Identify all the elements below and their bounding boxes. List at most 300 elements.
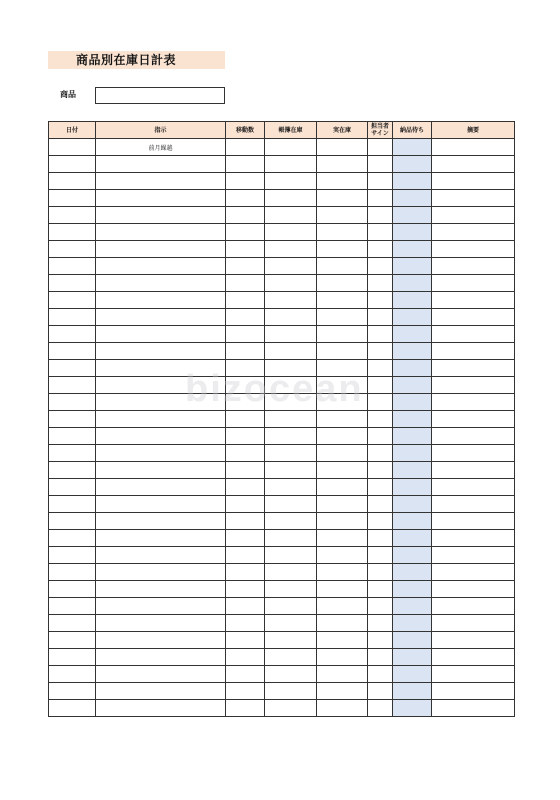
cell-remarks[interactable] bbox=[432, 326, 515, 343]
cell-book-stock[interactable] bbox=[265, 530, 317, 547]
cell-confirmer-sign[interactable] bbox=[368, 309, 393, 326]
cell-remarks[interactable] bbox=[432, 649, 515, 666]
cell-remarks[interactable] bbox=[432, 360, 515, 377]
cell-date[interactable] bbox=[49, 173, 96, 190]
cell-actual-stock[interactable] bbox=[317, 479, 368, 496]
cell-confirmer-sign[interactable] bbox=[368, 326, 393, 343]
cell-date[interactable] bbox=[49, 428, 96, 445]
cell-remarks[interactable] bbox=[432, 445, 515, 462]
cell-instruction[interactable] bbox=[96, 683, 226, 700]
cell-awaiting-delivery[interactable] bbox=[393, 173, 432, 190]
cell-instruction[interactable] bbox=[96, 445, 226, 462]
cell-confirmer-sign[interactable] bbox=[368, 462, 393, 479]
cell-transfer-qty[interactable] bbox=[226, 275, 265, 292]
cell-awaiting-delivery[interactable] bbox=[393, 156, 432, 173]
cell-confirmer-sign[interactable] bbox=[368, 360, 393, 377]
cell-instruction[interactable] bbox=[96, 649, 226, 666]
cell-transfer-qty[interactable] bbox=[226, 377, 265, 394]
cell-book-stock[interactable] bbox=[265, 564, 317, 581]
cell-awaiting-delivery[interactable] bbox=[393, 649, 432, 666]
cell-instruction[interactable] bbox=[96, 173, 226, 190]
cell-awaiting-delivery[interactable] bbox=[393, 666, 432, 683]
cell-date[interactable] bbox=[49, 292, 96, 309]
cell-remarks[interactable] bbox=[432, 411, 515, 428]
cell-actual-stock[interactable] bbox=[317, 292, 368, 309]
cell-book-stock[interactable] bbox=[265, 241, 317, 258]
cell-transfer-qty[interactable] bbox=[226, 207, 265, 224]
cell-transfer-qty[interactable] bbox=[226, 479, 265, 496]
table-row bbox=[49, 428, 515, 445]
cell-instruction[interactable] bbox=[96, 428, 226, 445]
cell-awaiting-delivery[interactable] bbox=[393, 479, 432, 496]
cell-awaiting-delivery[interactable] bbox=[393, 564, 432, 581]
cell-transfer-qty[interactable] bbox=[226, 428, 265, 445]
cell-date[interactable] bbox=[49, 462, 96, 479]
cell-confirmer-sign[interactable] bbox=[368, 377, 393, 394]
cell-book-stock[interactable] bbox=[265, 207, 317, 224]
cell-awaiting-delivery[interactable] bbox=[393, 224, 432, 241]
cell-date[interactable] bbox=[49, 547, 96, 564]
header-book-stock: 帳簿在庫 bbox=[265, 122, 317, 139]
cell-confirmer-sign[interactable] bbox=[368, 581, 393, 598]
cell-remarks[interactable] bbox=[432, 241, 515, 258]
cell-date[interactable] bbox=[49, 564, 96, 581]
table-row bbox=[49, 547, 515, 564]
cell-confirmer-sign[interactable] bbox=[368, 530, 393, 547]
cell-date[interactable] bbox=[49, 275, 96, 292]
cell-confirmer-sign[interactable] bbox=[368, 292, 393, 309]
cell-date[interactable] bbox=[49, 513, 96, 530]
cell-instruction[interactable] bbox=[96, 258, 226, 275]
cell-instruction[interactable] bbox=[96, 632, 226, 649]
cell-book-stock[interactable] bbox=[265, 411, 317, 428]
cell-confirmer-sign[interactable] bbox=[368, 207, 393, 224]
cell-date[interactable] bbox=[49, 496, 96, 513]
cell-book-stock[interactable] bbox=[265, 513, 317, 530]
cell-instruction[interactable] bbox=[96, 700, 226, 717]
cell-transfer-qty[interactable] bbox=[226, 326, 265, 343]
cell-confirmer-sign[interactable] bbox=[368, 241, 393, 258]
cell-book-stock[interactable] bbox=[265, 445, 317, 462]
cell-actual-stock[interactable] bbox=[317, 564, 368, 581]
cell-actual-stock[interactable] bbox=[317, 581, 368, 598]
stock-ledger-table bbox=[48, 121, 515, 717]
cell-remarks[interactable] bbox=[432, 632, 515, 649]
cell-transfer-qty[interactable] bbox=[226, 462, 265, 479]
cell-book-stock[interactable] bbox=[265, 598, 317, 615]
cell-actual-stock[interactable] bbox=[317, 615, 368, 632]
cell-transfer-qty[interactable] bbox=[226, 411, 265, 428]
cell-actual-stock[interactable] bbox=[317, 156, 368, 173]
cell-instruction[interactable] bbox=[96, 343, 226, 360]
cell-date[interactable] bbox=[49, 632, 96, 649]
cell-instruction[interactable] bbox=[96, 411, 226, 428]
cell-confirmer-sign[interactable] bbox=[368, 445, 393, 462]
cell-book-stock[interactable] bbox=[265, 377, 317, 394]
cell-date[interactable] bbox=[49, 479, 96, 496]
cell-awaiting-delivery[interactable] bbox=[393, 190, 432, 207]
cell-date[interactable] bbox=[49, 156, 96, 173]
cell-book-stock[interactable] bbox=[265, 581, 317, 598]
cell-remarks[interactable] bbox=[432, 683, 515, 700]
cell-remarks[interactable] bbox=[432, 343, 515, 360]
cell-actual-stock[interactable] bbox=[317, 445, 368, 462]
cell-remarks[interactable] bbox=[432, 428, 515, 445]
table-row bbox=[49, 649, 515, 666]
cell-confirmer-sign[interactable] bbox=[368, 683, 393, 700]
cell-instruction[interactable] bbox=[96, 615, 226, 632]
cell-actual-stock[interactable] bbox=[317, 258, 368, 275]
cell-confirmer-sign[interactable] bbox=[368, 258, 393, 275]
cell-date[interactable] bbox=[49, 666, 96, 683]
cell-instruction[interactable] bbox=[96, 530, 226, 547]
product-input[interactable] bbox=[95, 87, 225, 104]
cell-date[interactable] bbox=[49, 309, 96, 326]
cell-actual-stock[interactable] bbox=[317, 700, 368, 717]
cell-confirmer-sign[interactable] bbox=[368, 666, 393, 683]
watermark-logo: bizocean bbox=[185, 368, 364, 410]
table-row bbox=[49, 207, 515, 224]
cell-instruction[interactable] bbox=[96, 309, 226, 326]
cell-awaiting-delivery[interactable] bbox=[393, 309, 432, 326]
cell-transfer-qty[interactable] bbox=[226, 564, 265, 581]
cell-instruction[interactable] bbox=[96, 496, 226, 513]
table-row bbox=[49, 564, 515, 581]
cell-awaiting-delivery[interactable] bbox=[393, 258, 432, 275]
cell-awaiting-delivery[interactable] bbox=[393, 377, 432, 394]
cell-book-stock[interactable] bbox=[265, 700, 317, 717]
cell-transfer-qty[interactable] bbox=[226, 530, 265, 547]
cell-transfer-qty[interactable] bbox=[226, 309, 265, 326]
cell-confirmer-sign[interactable] bbox=[368, 411, 393, 428]
cell-confirmer-sign[interactable] bbox=[368, 598, 393, 615]
cell-remarks[interactable] bbox=[432, 309, 515, 326]
cell-date[interactable] bbox=[49, 258, 96, 275]
cell-book-stock[interactable] bbox=[265, 479, 317, 496]
cell-date[interactable] bbox=[49, 530, 96, 547]
cell-confirmer-sign[interactable] bbox=[368, 615, 393, 632]
cell-date[interactable] bbox=[49, 207, 96, 224]
cell-awaiting-delivery[interactable] bbox=[393, 700, 432, 717]
cell-confirmer-sign[interactable] bbox=[368, 190, 393, 207]
cell-actual-stock[interactable] bbox=[317, 224, 368, 241]
cell-instruction[interactable] bbox=[96, 360, 226, 377]
header-confirmer-sign-top: 担当者 bbox=[370, 123, 389, 130]
cell-instruction[interactable]: 前月繰越 bbox=[96, 139, 226, 156]
cell-date[interactable] bbox=[49, 615, 96, 632]
cell-transfer-qty[interactable] bbox=[226, 445, 265, 462]
cell-remarks[interactable] bbox=[432, 258, 515, 275]
cell-awaiting-delivery[interactable] bbox=[393, 598, 432, 615]
table-row bbox=[49, 683, 515, 700]
cell-actual-stock[interactable] bbox=[317, 598, 368, 615]
cell-awaiting-delivery[interactable] bbox=[393, 615, 432, 632]
table-body bbox=[49, 139, 515, 717]
cell-transfer-qty[interactable] bbox=[226, 343, 265, 360]
cell-transfer-qty[interactable] bbox=[226, 666, 265, 683]
table-row-carryover bbox=[49, 139, 515, 156]
cell-date[interactable] bbox=[49, 139, 96, 156]
cell-book-stock[interactable] bbox=[265, 275, 317, 292]
cell-actual-stock[interactable] bbox=[317, 462, 368, 479]
cell-actual-stock[interactable] bbox=[317, 173, 368, 190]
cell-awaiting-delivery[interactable] bbox=[393, 394, 432, 411]
cell-transfer-qty[interactable] bbox=[226, 224, 265, 241]
cell-confirmer-sign[interactable] bbox=[368, 513, 393, 530]
cell-date[interactable] bbox=[49, 700, 96, 717]
cell-instruction[interactable] bbox=[96, 581, 226, 598]
cell-date[interactable] bbox=[49, 360, 96, 377]
cell-instruction[interactable] bbox=[96, 666, 226, 683]
cell-confirmer-sign[interactable] bbox=[368, 343, 393, 360]
cell-book-stock[interactable] bbox=[265, 326, 317, 343]
cell-actual-stock[interactable] bbox=[317, 394, 368, 411]
cell-book-stock[interactable] bbox=[265, 394, 317, 411]
cell-remarks[interactable] bbox=[432, 666, 515, 683]
cell-confirmer-sign[interactable] bbox=[368, 547, 393, 564]
cell-actual-stock[interactable] bbox=[317, 649, 368, 666]
cell-date[interactable] bbox=[49, 649, 96, 666]
cell-actual-stock[interactable] bbox=[317, 190, 368, 207]
cell-date[interactable] bbox=[49, 241, 96, 258]
cell-actual-stock[interactable] bbox=[317, 343, 368, 360]
cell-confirmer-sign[interactable] bbox=[368, 139, 393, 156]
cell-transfer-qty[interactable] bbox=[226, 258, 265, 275]
header-instruction: 指示 bbox=[96, 122, 226, 139]
cell-transfer-qty[interactable] bbox=[226, 615, 265, 632]
cell-remarks[interactable] bbox=[432, 377, 515, 394]
cell-actual-stock[interactable] bbox=[317, 411, 368, 428]
cell-remarks[interactable] bbox=[432, 598, 515, 615]
cell-transfer-qty[interactable] bbox=[226, 632, 265, 649]
cell-awaiting-delivery[interactable] bbox=[393, 632, 432, 649]
cell-instruction[interactable] bbox=[96, 275, 226, 292]
cell-date[interactable] bbox=[49, 224, 96, 241]
cell-remarks[interactable] bbox=[432, 615, 515, 632]
cell-remarks[interactable] bbox=[432, 394, 515, 411]
cell-awaiting-delivery[interactable] bbox=[393, 207, 432, 224]
header-remarks: 摘要 bbox=[432, 122, 515, 139]
cell-remarks[interactable] bbox=[432, 496, 515, 513]
table-row bbox=[49, 496, 515, 513]
cell-awaiting-delivery[interactable] bbox=[393, 360, 432, 377]
cell-remarks[interactable] bbox=[432, 139, 515, 156]
cell-date[interactable] bbox=[49, 343, 96, 360]
cell-book-stock[interactable] bbox=[265, 139, 317, 156]
cell-remarks[interactable] bbox=[432, 479, 515, 496]
cell-confirmer-sign[interactable] bbox=[368, 428, 393, 445]
table-row bbox=[49, 309, 515, 326]
cell-transfer-qty[interactable] bbox=[226, 190, 265, 207]
cell-awaiting-delivery[interactable] bbox=[393, 496, 432, 513]
cell-transfer-qty[interactable] bbox=[226, 683, 265, 700]
cell-awaiting-delivery[interactable] bbox=[393, 411, 432, 428]
cell-book-stock[interactable] bbox=[265, 666, 317, 683]
cell-book-stock[interactable] bbox=[265, 258, 317, 275]
cell-remarks[interactable] bbox=[432, 292, 515, 309]
cell-actual-stock[interactable] bbox=[317, 241, 368, 258]
cell-actual-stock[interactable] bbox=[317, 309, 368, 326]
cell-confirmer-sign[interactable] bbox=[368, 173, 393, 190]
table-row bbox=[49, 615, 515, 632]
cell-awaiting-delivery[interactable] bbox=[393, 581, 432, 598]
cell-confirmer-sign[interactable] bbox=[368, 632, 393, 649]
cell-book-stock[interactable] bbox=[265, 615, 317, 632]
cell-book-stock[interactable] bbox=[265, 462, 317, 479]
header-transfer-qty: 移動数 bbox=[226, 122, 265, 139]
cell-remarks[interactable] bbox=[432, 530, 515, 547]
cell-transfer-qty[interactable] bbox=[226, 292, 265, 309]
cell-instruction[interactable] bbox=[96, 598, 226, 615]
cell-awaiting-delivery[interactable] bbox=[393, 462, 432, 479]
cell-transfer-qty[interactable] bbox=[226, 394, 265, 411]
cell-transfer-qty[interactable] bbox=[226, 173, 265, 190]
cell-book-stock[interactable] bbox=[265, 343, 317, 360]
table-row bbox=[49, 292, 515, 309]
cell-remarks[interactable] bbox=[432, 156, 515, 173]
cell-date[interactable] bbox=[49, 394, 96, 411]
cell-book-stock[interactable] bbox=[265, 428, 317, 445]
cell-transfer-qty[interactable] bbox=[226, 649, 265, 666]
cell-awaiting-delivery[interactable] bbox=[393, 326, 432, 343]
cell-actual-stock[interactable] bbox=[317, 683, 368, 700]
cell-transfer-qty[interactable] bbox=[226, 513, 265, 530]
cell-book-stock[interactable] bbox=[265, 173, 317, 190]
cell-date[interactable] bbox=[49, 411, 96, 428]
cell-actual-stock[interactable] bbox=[317, 547, 368, 564]
cell-transfer-qty[interactable] bbox=[226, 547, 265, 564]
cell-actual-stock[interactable] bbox=[317, 275, 368, 292]
cell-awaiting-delivery[interactable] bbox=[393, 530, 432, 547]
cell-transfer-qty[interactable] bbox=[226, 360, 265, 377]
cell-actual-stock[interactable] bbox=[317, 666, 368, 683]
cell-date[interactable] bbox=[49, 581, 96, 598]
cell-book-stock[interactable] bbox=[265, 190, 317, 207]
cell-awaiting-delivery[interactable] bbox=[393, 683, 432, 700]
product-label: 商品 bbox=[60, 90, 76, 99]
cell-book-stock[interactable] bbox=[265, 496, 317, 513]
cell-actual-stock[interactable] bbox=[317, 428, 368, 445]
cell-remarks[interactable] bbox=[432, 207, 515, 224]
cell-transfer-qty[interactable] bbox=[226, 241, 265, 258]
cell-transfer-qty[interactable] bbox=[226, 598, 265, 615]
cell-awaiting-delivery[interactable] bbox=[393, 547, 432, 564]
cell-actual-stock[interactable] bbox=[317, 530, 368, 547]
cell-remarks[interactable] bbox=[432, 564, 515, 581]
cell-book-stock[interactable] bbox=[265, 547, 317, 564]
cell-transfer-qty[interactable] bbox=[226, 139, 265, 156]
cell-actual-stock[interactable] bbox=[317, 632, 368, 649]
cell-book-stock[interactable] bbox=[265, 224, 317, 241]
cell-transfer-qty[interactable] bbox=[226, 496, 265, 513]
cell-transfer-qty[interactable] bbox=[226, 700, 265, 717]
cell-confirmer-sign[interactable] bbox=[368, 649, 393, 666]
cell-actual-stock[interactable] bbox=[317, 377, 368, 394]
cell-instruction[interactable] bbox=[96, 394, 226, 411]
cell-book-stock[interactable] bbox=[265, 156, 317, 173]
cell-instruction[interactable] bbox=[96, 547, 226, 564]
cell-remarks[interactable] bbox=[432, 275, 515, 292]
cell-actual-stock[interactable] bbox=[317, 139, 368, 156]
cell-instruction[interactable] bbox=[96, 224, 226, 241]
cell-date[interactable] bbox=[49, 598, 96, 615]
cell-confirmer-sign[interactable] bbox=[368, 224, 393, 241]
cell-date[interactable] bbox=[49, 326, 96, 343]
cell-book-stock[interactable] bbox=[265, 683, 317, 700]
cell-date[interactable] bbox=[49, 445, 96, 462]
cell-book-stock[interactable] bbox=[265, 649, 317, 666]
cell-awaiting-delivery[interactable] bbox=[393, 428, 432, 445]
table-row bbox=[49, 156, 515, 173]
cell-book-stock[interactable] bbox=[265, 309, 317, 326]
cell-instruction[interactable] bbox=[96, 156, 226, 173]
cell-confirmer-sign[interactable] bbox=[368, 479, 393, 496]
cell-instruction[interactable] bbox=[96, 513, 226, 530]
table-row bbox=[49, 530, 515, 547]
cell-awaiting-delivery[interactable] bbox=[393, 139, 432, 156]
cell-instruction[interactable] bbox=[96, 462, 226, 479]
table-row bbox=[49, 462, 515, 479]
cell-awaiting-delivery[interactable] bbox=[393, 241, 432, 258]
cell-remarks[interactable] bbox=[432, 462, 515, 479]
cell-confirmer-sign[interactable] bbox=[368, 496, 393, 513]
cell-book-stock[interactable] bbox=[265, 632, 317, 649]
cell-actual-stock[interactable] bbox=[317, 207, 368, 224]
cell-remarks[interactable] bbox=[432, 173, 515, 190]
cell-instruction[interactable] bbox=[96, 377, 226, 394]
cell-remarks[interactable] bbox=[432, 190, 515, 207]
cell-instruction[interactable] bbox=[96, 479, 226, 496]
cell-actual-stock[interactable] bbox=[317, 513, 368, 530]
cell-instruction[interactable] bbox=[96, 241, 226, 258]
cell-actual-stock[interactable] bbox=[317, 360, 368, 377]
cell-instruction[interactable] bbox=[96, 207, 226, 224]
cell-actual-stock[interactable] bbox=[317, 496, 368, 513]
cell-instruction[interactable] bbox=[96, 190, 226, 207]
cell-confirmer-sign[interactable] bbox=[368, 394, 393, 411]
table-row bbox=[49, 632, 515, 649]
cell-awaiting-delivery[interactable] bbox=[393, 513, 432, 530]
cell-confirmer-sign[interactable] bbox=[368, 564, 393, 581]
cell-actual-stock[interactable] bbox=[317, 326, 368, 343]
cell-awaiting-delivery[interactable] bbox=[393, 292, 432, 309]
cell-book-stock[interactable] bbox=[265, 292, 317, 309]
cell-remarks[interactable] bbox=[432, 547, 515, 564]
cell-confirmer-sign[interactable] bbox=[368, 275, 393, 292]
cell-date[interactable] bbox=[49, 377, 96, 394]
cell-awaiting-delivery[interactable] bbox=[393, 445, 432, 462]
cell-instruction[interactable] bbox=[96, 326, 226, 343]
header-actual-stock: 実在庫 bbox=[317, 122, 368, 139]
cell-transfer-qty[interactable] bbox=[226, 156, 265, 173]
cell-remarks[interactable] bbox=[432, 224, 515, 241]
cell-instruction[interactable] bbox=[96, 564, 226, 581]
cell-remarks[interactable] bbox=[432, 700, 515, 717]
cell-awaiting-delivery[interactable] bbox=[393, 275, 432, 292]
cell-remarks[interactable] bbox=[432, 513, 515, 530]
table-row bbox=[49, 275, 515, 292]
cell-confirmer-sign[interactable] bbox=[368, 700, 393, 717]
cell-remarks[interactable] bbox=[432, 581, 515, 598]
cell-instruction[interactable] bbox=[96, 292, 226, 309]
cell-date[interactable] bbox=[49, 190, 96, 207]
cell-transfer-qty[interactable] bbox=[226, 581, 265, 598]
cell-book-stock[interactable] bbox=[265, 360, 317, 377]
table-row bbox=[49, 394, 515, 411]
cell-date[interactable] bbox=[49, 683, 96, 700]
cell-confirmer-sign[interactable] bbox=[368, 156, 393, 173]
cell-awaiting-delivery[interactable] bbox=[393, 343, 432, 360]
